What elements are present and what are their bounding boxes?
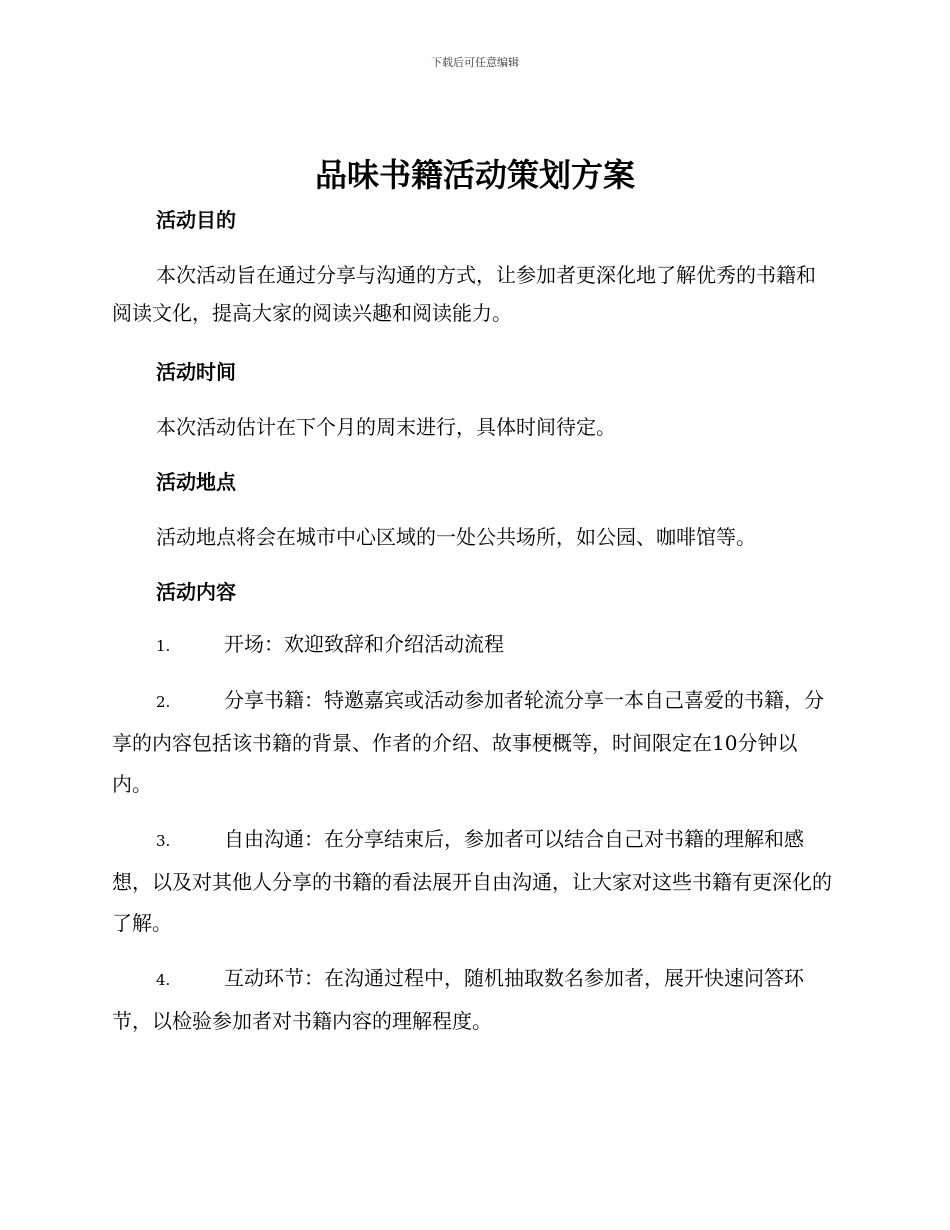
heading-location: 活动地点 [156,470,236,494]
heading-content: 活动内容 [156,580,236,604]
list-item-3 [112,819,834,944]
list-item-text: 自由沟通：在分享结束后，参加者可以结合自己对书籍的理解和感想，以及对其他人分享的书籍的看法展开自由沟通，让大家对这些书籍有更深化的了解。 [112,827,832,935]
list-number: 2. [156,693,171,711]
page-header: 下载后可任意编辑 [431,56,519,69]
document-title: 品味书籍活动策划方案 [314,156,635,194]
list-item-text: 开场：欢迎致辞和介绍活动流程 [224,632,504,656]
list-item-text: 分享书籍：特邀嘉宾或活动参加者轮流分享一本自己喜爱的书籍，分享的内容包括该书籍的背景、作者的介绍、故事梗概等，时间限定在10分钟以内。 [112,688,824,796]
list-item-text: 互动环节：在沟通过程中，随机抽取数名参加者，展开快速问答环节，以检验参加者对书籍内容的理解程度。 [112,966,804,1033]
paragraph-time: 本次活动估计在下个月的周末进行，具体时间待定。 [156,415,616,439]
list-item-4 [112,958,834,1042]
list-number: 1. [156,637,171,655]
paragraph-location: 活动地点将会在城市中心区域的一处公共场所，如公园、咖啡馆等。 [156,525,756,549]
list-number: 4. [156,971,171,989]
heading-purpose: 活动目的 [156,208,236,232]
list-item-2 [112,680,834,805]
list-number: 3. [156,832,171,850]
heading-time: 活动时间 [156,360,236,384]
paragraph-purpose: 本次活动旨在通过分享与沟通的方式，让参加者更深化地了解优秀的书籍和阅读文化，提高大家的阅读兴趣和阅读能力。 [112,263,816,325]
list-item-1 [112,624,834,667]
